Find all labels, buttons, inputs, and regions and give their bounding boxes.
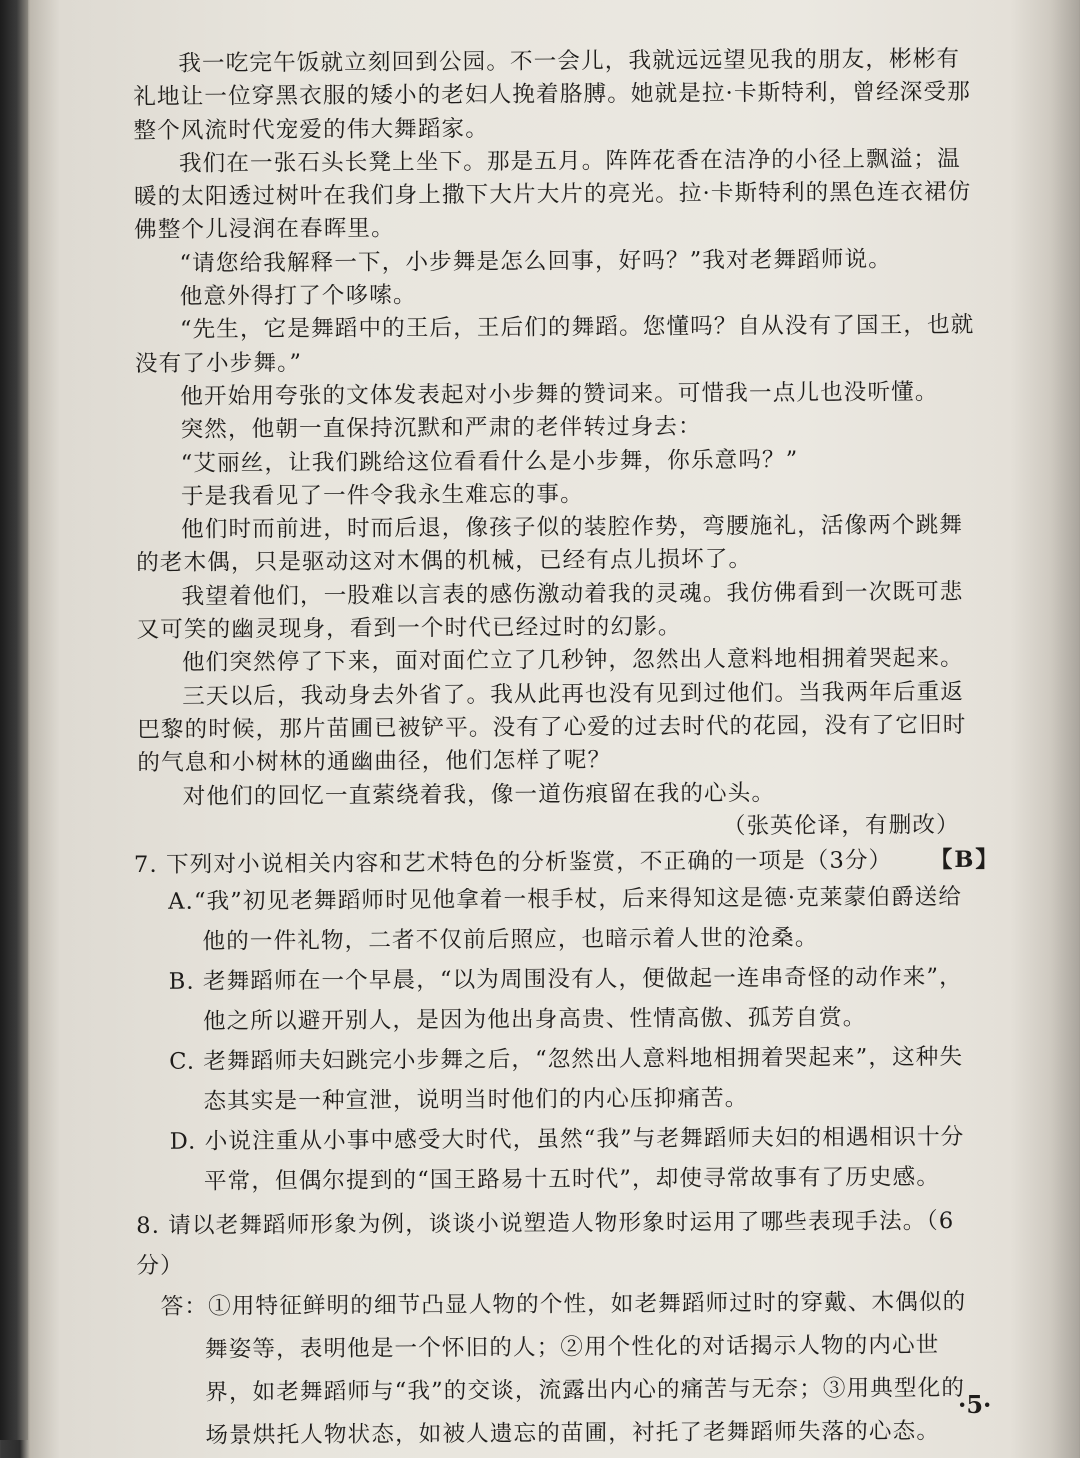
page-number: ·5· — [958, 1390, 992, 1419]
passage-paragraph-4: 他意外得打了个哆嗦。 — [179, 282, 417, 310]
book-page — [28, 0, 1080, 1450]
question-7 — [133, 844, 1001, 1202]
passage-paragraph-10: 他们时而前进，时而后退，像孩子似的装腔作势，弯腰施礼，活像两个跳舞的老木偶，只是驱动这对木偶的机械，已经有点儿损坏了。 — [136, 512, 964, 577]
book-spine-shadow — [0, 0, 28, 1440]
passage-paragraph-11: 我望着他们，一股难以言表的感伤激动着我的灵魂。我仿佛看到一次既可悲又可笑的幽灵现身，看到一个时代已经过时的幻影。 — [136, 578, 964, 644]
question-8 — [136, 1201, 982, 1458]
question-7-option-d: D. 小说注重从小事中感受大时代，虽然“我”与老舞蹈师夫妇的相遇相识十分平常，但偶尔提到的“国王路易十五时代”，却使寻常故事有了历史感。 — [169, 1124, 965, 1196]
passage-paragraph-5: “先生，它是舞蹈中的王后，王后们的舞蹈。您懂吗？自从没有了国王，也就没有了小步舞。” — [134, 312, 975, 377]
question-8-answer: 答：①用特征鲜明的细节凸显人物的个性，如老舞蹈师过时的穿戴、木偶似的舞姿等，表明他是一个怀旧的人；②用个性化的对话揭示人物的内心世界，如老舞蹈师与“我”的交谈，流露出内心的痛苦与无奈；③用典型化的场景烘托人物状态，如被人遗忘的苗圃，衬托了老舞蹈师失落的心态。 — [160, 1289, 967, 1450]
passage-paragraph-14: 对他们的回忆一直萦绕着我，像一道伤痕留在我的心头。 — [182, 779, 776, 810]
question-7-option-c: C. 老舞蹈师夫妇跳完小步舞之后，“忽然出人意料地相拥着哭起来”，这种失态其实是一种宣泄，说明当时他们的内心压抑痛苦。 — [169, 1044, 964, 1116]
passage-paragraph-6: 他开始用夸张的文体发表起对小步舞的赞词来。可惜我一点儿也没听懂。 — [180, 379, 939, 410]
passage-paragraph-8: “艾丽丝，让我们跳给这位看看什么是小步舞，你乐意吗？” — [180, 446, 799, 477]
passage-paragraph-2: 我们在一张石头长凳上坐下。那是五月。阵阵花香在洁净的小径上飘溢；温暖的太阳透过树叶在我们身上撒下大片大片的亮光。拉·卡斯特利的黑色连衣裙仿佛整个儿浸润在春晖里。 — [133, 145, 972, 244]
question-7-answer: 【B】 — [929, 846, 1001, 874]
passage-paragraph-1: 我一吃完午饭就立刻回到公园。不一会儿，我就远远望见我的朋友，彬彬有礼地让一位穿黑衣服的矮小的老妇人挽着胳膊。她就是拉·卡斯特利，曾经深受那整个风流时代宠爱的伟大舞蹈家。 — [133, 45, 971, 144]
translator-credit: （张英伦译，有删改） — [722, 811, 960, 840]
passage-paragraph-3: “请您给我解释一下，小步舞是怎么回事，好吗？”我对老舞蹈师说。 — [179, 246, 892, 277]
question-8-stem: 8. 请以老舞蹈师形象为例，谈谈小说塑造人物形象时运用了哪些表现手法。（6分） — [136, 1208, 955, 1280]
passage-paragraph-13: 三天以后，我动身去外省了。我从此再也没有见到过他们。当我两年后重返巴黎的时候，那片苗圃已被铲平。没有了心爱的过去时代的花园，没有了它旧时的气息和小树林的通幽曲径，他们怎样了呢？ — [137, 678, 967, 777]
page-text-block — [133, 43, 1001, 1458]
question-7-option-b: B. 老舞蹈师在一个早晨，“以为周围没有人，便做起一连串奇怪的动作来”，他之所以避开别人，是因为他出身高贵、性情高傲、孤芳自赏。 — [168, 964, 963, 1036]
question-7-stem: 7. 下列对小说相关内容和艺术特色的分析鉴赏，不正确的一项是（3分） — [133, 847, 893, 879]
passage-paragraph-12: 他们突然停了下来，面对面伫立了几秒钟，忽然出人意料地相拥着哭起来。 — [181, 645, 964, 677]
passage-paragraph-7: 突然，他朝一直保持沉默和严肃的老伴转过身去： — [180, 413, 702, 443]
question-7-option-a: A.“我”初见老舞蹈师时见他拿着一根手杖，后来得知这是德·克莱蒙伯爵送给他的一件礼物，二者不仅前后照应，也暗示着人世的沧桑。 — [168, 884, 963, 956]
passage-paragraph-9: 于是我看见了一件令我永生难忘的事。 — [180, 481, 584, 510]
